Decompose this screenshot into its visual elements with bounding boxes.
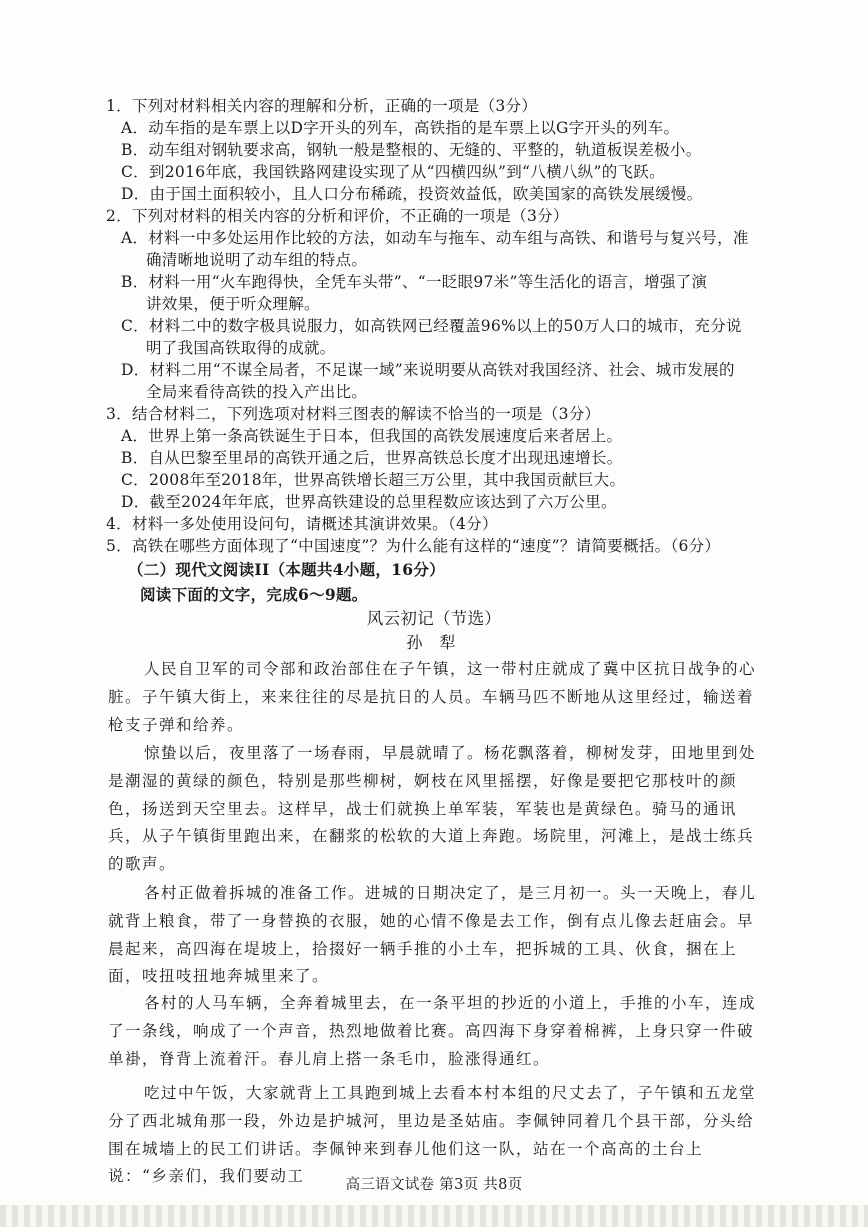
passage-paragraph: 各村正做着拆城的准备工作。进城的日期决定了，是三月初一。头一天晚上，春儿就背上粮食，带了一身替换的衣服，她的心情不像是去工作，倒有点儿像去赶庙会。早晨起来，高四海在堤坡上，拾掇好一辆手推的小土车，把拆城的工具、伙食，捆在上面，吱扭吱扭地奔城里来了。 <box>108 884 757 986</box>
question-2-option-d-continued: 全局来看待高铁的投入产出比。 <box>146 383 368 401</box>
passage-author: 孙 犁 <box>406 633 462 652</box>
question-1-option-a: A．动车指的是车票上以D字开头的列车，高铁指的是车票上以G字开头的列车。 <box>121 119 680 137</box>
question-2-option-b: B．材料一用“火车跑得快，全凭车头带”、“一眨眼97米”等生活化的语言，增强了演 <box>121 273 708 291</box>
question-1-option-c: C．到2016年底，我国铁路网建设实现了从“四横四纵”到“八横八纵”的飞跃。 <box>121 163 665 181</box>
section-instruction: 阅读下面的文字，完成6～9题。 <box>140 585 368 604</box>
passage-paragraph: 人民自卫军的司令部和政治部住在子午镇，这一带村庄就成了冀中区抗日战争的心脏。子午镇大街上，来来往往的尽是抗日的人员。车辆马匹不断地从这里经过，输送着枪支子弹和给养。 <box>108 660 757 734</box>
question-2-option-c: C．材料二中的数字极具说服力，如高铁网已经覆盖96%以上的50万人口的城市，充分说 <box>121 317 742 335</box>
question-1-option-d: D．由于国土面积较小，且人口分布稀疏，投资效益低，欧美国家的高铁发展缓慢。 <box>121 185 703 203</box>
binding-edge <box>0 1205 868 1227</box>
question-2-option-a: A．材料一中多处运用作比较的方法，如动车与拖车、动车组与高铁、和谐号与复兴号，准 <box>121 229 749 247</box>
passage-paragraph: 惊蛰以后，夜里落了一场春雨，早晨就晴了。杨花飘落着，柳树发芽，田地里到处是潮湿的黄绿的颜色，特别是那些柳树，婀枝在风里摇摆，好像是要把它那枝叶的颜色，扬送到天空里去。这样早，战士们就换上单军装，军装也是黄绿色。骑马的通讯兵，从子午镇街里跑出来，在翻浆的松软的大道上奔跑。场院里，河滩上，是战士练兵的歌声。 <box>108 744 757 874</box>
question-2-option-d: D．材料二用“不谋全局者，不足谋一域”来说明要从高铁对我国经济、社会、城市发展的 <box>121 361 735 379</box>
question-1-option-b: B．动车组对钢轨要求高，钢轨一般是整根的、无缝的、平整的，轨道板误差极小。 <box>121 141 702 159</box>
question-3-option-a: A．世界上第一条高铁诞生于日本，但我国的高铁发展速度后来者居上。 <box>121 427 623 445</box>
passage-paragraph: 各村的人马车辆，全奔着城里去，在一条平坦的抄近的小道上，手推的小车，连成了一条线，响成了一个声音，热烈地做着比赛。高四海下身穿着棉裤，上身只穿一件破单褂，脊背上流着汗。春儿肩上搭一条毛巾，脸涨得通红。 <box>108 994 757 1068</box>
question-1-stem: 1．下列对材料相关内容的理解和分析，正确的一项是（3分） <box>106 97 538 115</box>
question-5: 5．高铁在哪些方面体现了“中国速度”？为什么能有这样的“速度”？请简要概括。（6分） <box>106 537 721 555</box>
question-2-option-b-continued: 讲效果，便于听众理解。 <box>146 295 320 313</box>
question-3-option-b: B．自从巴黎至里昂的高铁开通之后，世界高铁总长度才出现迅速增长。 <box>121 449 623 467</box>
question-3-option-c: C．2008年至2018年，世界高铁增长超三万公里，其中我国贡献巨大。 <box>121 471 626 489</box>
page-footer: 高三语文试卷 第3页 共8页 <box>345 1177 523 1193</box>
question-3-option-d: D．截至2024年年底，世界高铁建设的总里程数应该达到了六万公里。 <box>121 493 617 511</box>
question-2-option-c-continued: 明了我国高铁取得的成就。 <box>146 339 336 357</box>
question-3-stem: 3．结合材料二，下列选项对材料三图表的解读不恰当的一项是（3分） <box>106 405 601 423</box>
question-2-stem: 2．下列对材料的相关内容的分析和评价，不正确的一项是（3分） <box>106 207 569 225</box>
passage-title: 风云初记（节选） <box>366 609 502 628</box>
question-4: 4．材料一多处使用设问句，请概述其演讲效果。（4分） <box>106 515 498 533</box>
question-2-option-a-continued: 确清晰地说明了动车组的特点。 <box>146 251 368 269</box>
section-heading: （二）现代文阅读II（本题共4小题，16分） <box>128 560 445 579</box>
passage-paragraph: 吃过中午饭，大家就背上工具跑到城上去看本村本组的尺丈去了，子午镇和五龙堂分了西北城角那一段，外边是护城河，里边是圣姑庙。李佩钟同着几个县干部，分头给围在城墙上的民工们讲话。李佩钟来到春儿他们这一队，站在一个高高的土台上说：“乡亲们，我们要动工 <box>108 1084 757 1186</box>
